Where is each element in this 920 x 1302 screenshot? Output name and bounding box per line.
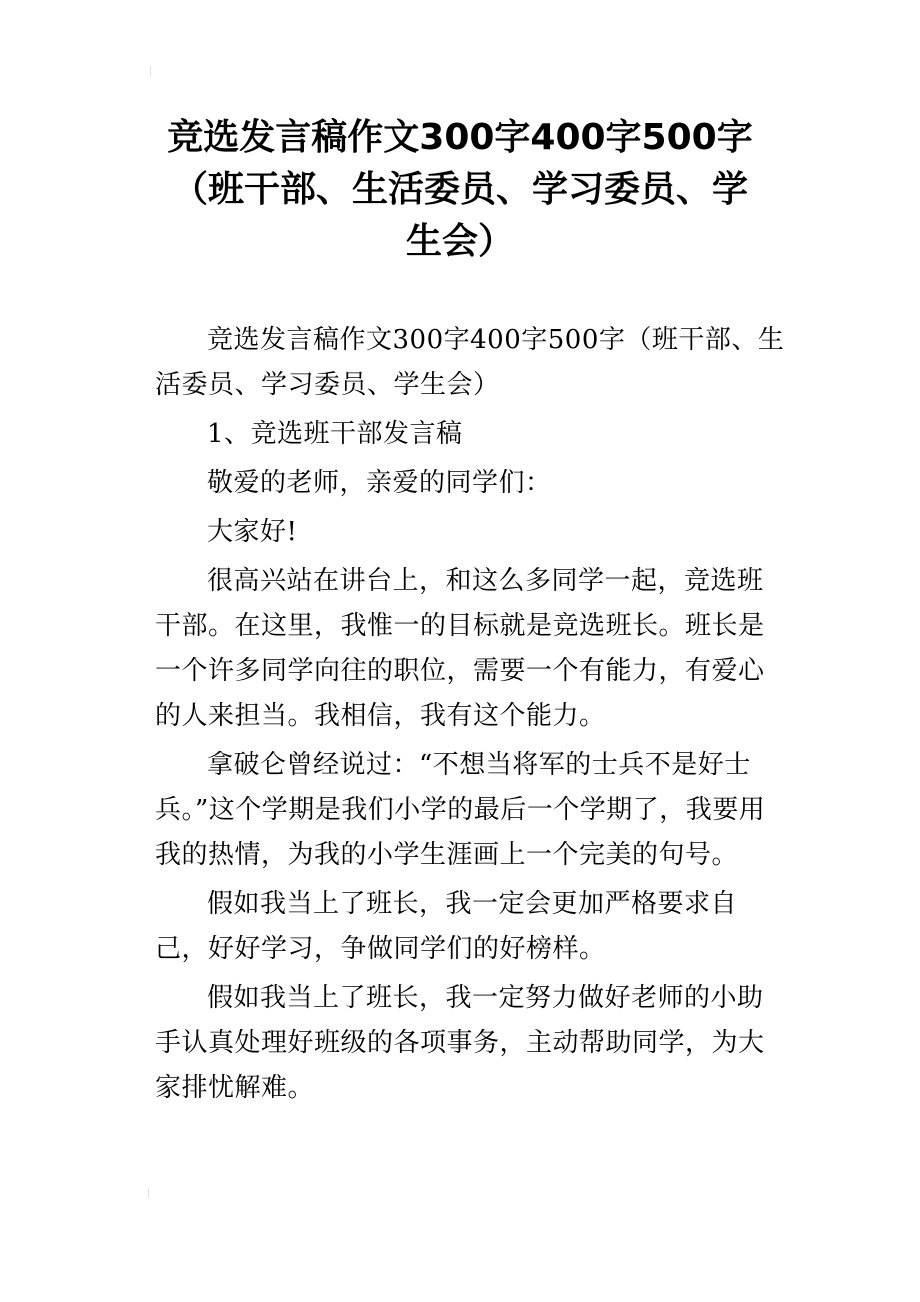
corner-mark-bottom — [148, 1188, 155, 1198]
paragraph-body-1: 很高兴站在讲台上，和这么多同学一起，竞选班干部。在这里，我惟一的目标就是竞选班长。班长是一个许多同学向往的职位，需要一个有能力，有爱心的人来担当。我相信，我有这个能力。 — [155, 566, 765, 731]
paragraph-salutation: 敬爱的老师，亲爱的同学们： — [207, 468, 552, 498]
corner-mark-top — [150, 66, 157, 76]
paragraph-body-4: 假如我当上了班长，我一定努力做好老师的小助手认真处理好班级的各项事务，主动帮助同学，为大家排忧解难。 — [155, 983, 765, 1103]
document-title — [140, 112, 780, 268]
paragraph-body-2: 拿破仑曾经说过：“不想当将军的士兵不是好士兵。”这个学期是我们小学的最后一个学期了，我要用我的热情，为我的小学生涯画上一个完美的句号。 — [155, 750, 766, 870]
title-line-2: （班干部、生活委员、学习委员、学 — [171, 169, 748, 210]
paragraph-body-3: 假如我当上了班长，我一定会更加严格要求自己，好好学习，争做同学们的好榜样。 — [155, 889, 738, 964]
paragraph-greeting: 大家好! — [207, 517, 298, 547]
document-body — [155, 318, 785, 1115]
paragraph-intro: 竞选发言稿作文300字400字500字（班干部、生活委员、学习委员、学生会） — [155, 325, 785, 400]
paragraph-heading: 1、竞选班干部发言稿 — [207, 419, 463, 449]
title-line-1: 竞选发言稿作文300字400字500字 — [167, 117, 753, 158]
title-line-3: 生会） — [405, 221, 514, 262]
